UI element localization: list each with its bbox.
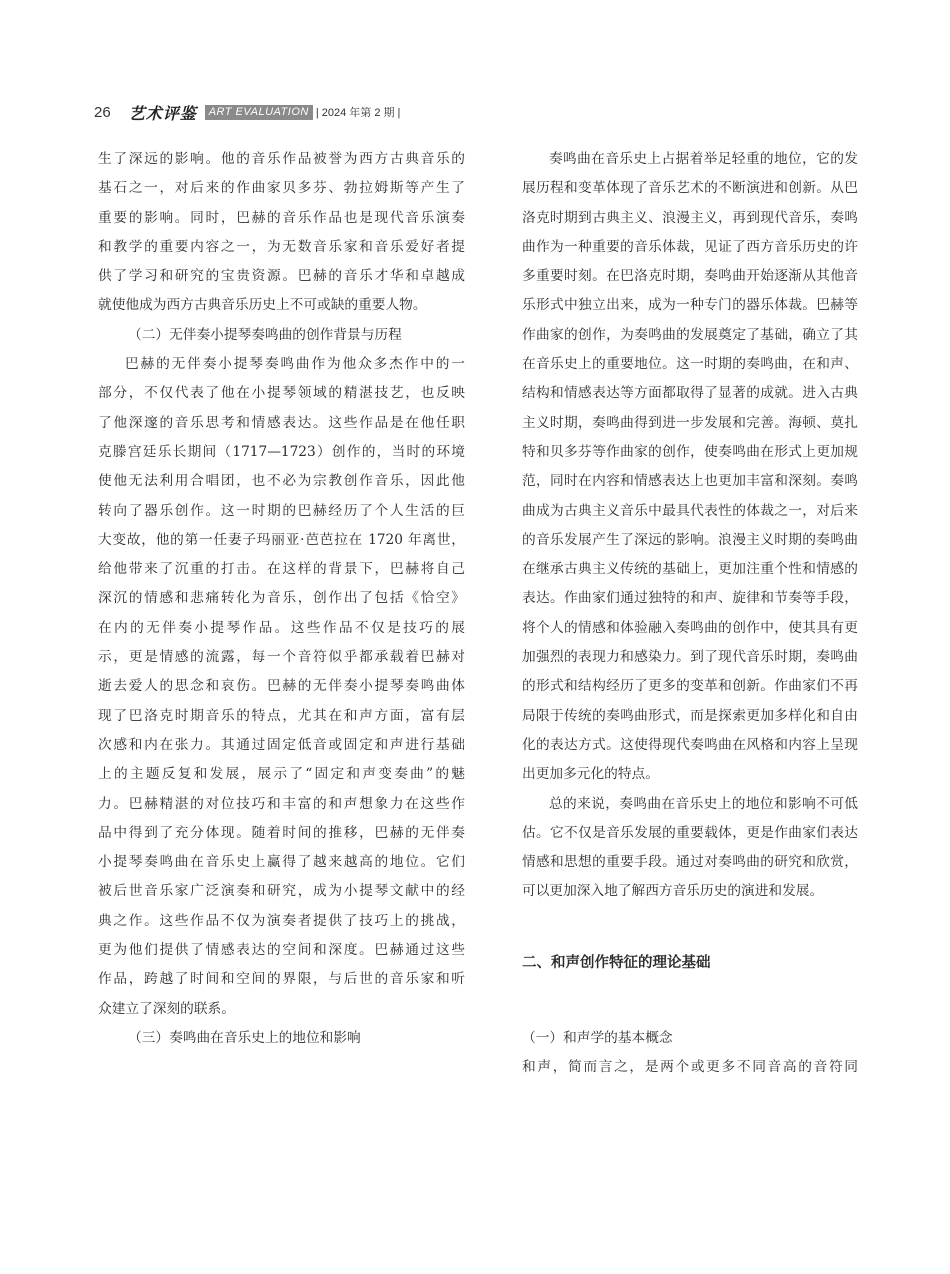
text-line: 众建立了深刻的联系。 xyxy=(98,1000,235,1017)
spacer xyxy=(522,972,858,1024)
text-line: 大变故，他的第一任妻子玛丽亚·芭芭拉在 1720 年离世， xyxy=(98,531,465,548)
paragraph-bach-influence xyxy=(98,145,465,321)
text-line: 次感和内在张力。其通过固定低音或固定和声进行基础 xyxy=(98,736,465,753)
text-line: 局限于传统的奏鸣曲形式，而是探索更加多样化和自由 xyxy=(522,707,858,724)
text-line: 基石之一，对后来的作曲家贝多芬、勃拉姆斯等产生了 xyxy=(98,180,465,197)
text-line: 结构和情感表达等方面都取得了显著的成就。进入古典 xyxy=(522,385,858,402)
issue-label: | 2024 年第 2 期 | xyxy=(315,107,401,119)
text-line: 可以更加深入地了解西方音乐历史的演进和发展。 xyxy=(522,883,824,900)
page-number: 26 xyxy=(94,103,111,121)
text-line: 上的主题反复和发展，展示了“固定和声变奏曲”的魅 xyxy=(98,766,465,783)
text-line: 的音乐发展产生了深远的影响。浪漫主义时期的奏鸣曲 xyxy=(522,531,858,548)
text-line: 典之作。这些作品不仅为演奏者提供了技巧上的挑战， xyxy=(98,912,465,929)
text-line: 加强烈的表现力和感染力。到了现代音乐时期，奏鸣曲 xyxy=(522,649,858,666)
text-line: 范，同时在内容和情感表达上也更加丰富和深刻。奏鸣 xyxy=(522,473,858,490)
section-heading: 二、和声创作特征的理论基础 xyxy=(522,954,711,971)
journal-logo: 艺术评鉴 xyxy=(128,103,197,123)
paragraph-harmony-definition xyxy=(522,1053,858,1082)
text-line: 作曲家的创作，为奏鸣曲的发展奠定了基础，确立了其 xyxy=(522,326,858,343)
text-line: 逝去爱人的思念和哀伤。巴赫的无伴奏小提琴奏鸣曲体 xyxy=(98,678,465,695)
text-line: 巴赫的无伴奏小提琴奏鸣曲作为他众多杰作中的一 xyxy=(125,356,465,373)
text-line: 特和贝多芬等作曲家的创作，使奏鸣曲在形式上更加规 xyxy=(522,443,858,460)
text-line: 小提琴奏鸣曲在音乐史上赢得了越来越高的地位。它们 xyxy=(98,854,465,871)
text-line: 洛克时期到古典主义、浪漫主义，再到现代音乐，奏鸣 xyxy=(522,209,858,226)
text-line: 的形式和结构经历了更多的变革和创新。作曲家们不再 xyxy=(522,678,858,695)
text-line: 现了巴洛克时期音乐的特点，尤其在和声方面，富有层 xyxy=(98,707,465,724)
subsection-heading-3: （三）奏鸣曲在音乐史上的地位和影响 xyxy=(128,1029,361,1046)
text-line: 被后世音乐家广泛演奏和研究，成为小提琴文献中的经 xyxy=(98,883,465,900)
paragraph-violin-sonatas xyxy=(98,350,465,1024)
text-line: 部分，不仅代表了他在小提琴领域的精湛技艺，也反映 xyxy=(98,385,465,402)
text-line: 品中得到了充分体现。随着时间的推移，巴赫的无伴奏 xyxy=(98,824,465,841)
spacer xyxy=(522,907,858,951)
subsection-heading-2: （二）无伴奏小提琴奏鸣曲的创作背景与历程 xyxy=(128,326,402,343)
text-line: 供了学习和研究的宝贵资源。巴赫的音乐才华和卓越成 xyxy=(98,268,465,285)
text-line: 使他无法利用合唱团，也不必为宗教创作音乐，因此他 xyxy=(98,473,465,490)
subsection-heading-1: （一）和声学的基本概念 xyxy=(522,1029,673,1046)
text-line: 化的表达方式。这使得现代奏鸣曲在风格和内容上呈现 xyxy=(522,736,858,753)
text-line: 生了深远的影响。他的音乐作品被誉为西方古典音乐的 xyxy=(98,151,465,167)
paragraph-sonata-summary xyxy=(522,790,858,907)
text-line: 表达。作曲家们通过独特的和声、旋律和节奏等手段， xyxy=(522,590,858,607)
text-line: 出更加多元化的特点。 xyxy=(522,766,659,783)
text-line: 给他带来了沉重的打击。在这样的背景下，巴赫将自己 xyxy=(98,561,465,578)
text-line: 曲成为古典主义音乐中最具代表性的体裁之一，对后来 xyxy=(522,502,858,519)
journal-english-badge: ART EVALUATION xyxy=(205,105,313,120)
text-line: 情感和思想的重要手段。通过对奏鸣曲的研究和欣赏， xyxy=(522,854,858,871)
text-line: 力。巴赫精湛的对位技巧和丰富的和声想象力在这些作 xyxy=(98,795,465,812)
text-line: 奏鸣曲在音乐史上占据着举足轻重的地位，它的发 xyxy=(549,151,858,167)
paragraph-sonata-history xyxy=(522,145,858,790)
text-line: 乐形式中独立出来，成为一种专门的器乐体裁。巴赫等 xyxy=(522,297,858,314)
text-line: 曲作为一种重要的音乐体裁，见证了西方音乐历史的许 xyxy=(522,238,858,255)
text-line: 深沉的情感和悲痛转化为音乐，创作出了包括《恰空》 xyxy=(98,590,465,607)
text-line: 将个人的情感和体验融入奏鸣曲的创作中，使其具有更 xyxy=(522,619,858,636)
text-line: 在内的无伴奏小提琴作品。这些作品不仅是技巧的展 xyxy=(98,619,465,636)
text-line: 就使他成为西方古典音乐历史上不可或缺的重要人物。 xyxy=(98,297,427,314)
text-line: 作品，跨越了时间和空间的界限，与后世的音乐家和听 xyxy=(98,971,465,988)
text-line: 更为他们提供了情感表达的空间和深度。巴赫通过这些 xyxy=(98,942,465,959)
text-line: 重要的影响。同时，巴赫的音乐作品也是现代音乐演奏 xyxy=(98,209,465,226)
text-line: 在继承古典主义传统的基础上，更加注重个性和情感的 xyxy=(522,561,858,578)
text-line: 和声，简而言之，是两个或更多不同音高的音符同 xyxy=(522,1059,858,1076)
text-line: 了他深邃的音乐思考和情感表达。这些作品是在他任职 xyxy=(98,414,465,431)
left-column xyxy=(98,145,465,1053)
text-line: 展历程和变革体现了音乐艺术的不断演进和创新。从巴 xyxy=(522,180,858,197)
text-line: 估。它不仅是音乐发展的重要载体，更是作曲家们表达 xyxy=(522,824,858,841)
text-line: 示，更是情感的流露，每一个音符似乎都承载着巴赫对 xyxy=(98,649,465,666)
text-line: 和教学的重要内容之一，为无数音乐家和音乐爱好者提 xyxy=(98,238,465,255)
text-line: 转向了器乐创作。这一时期的巴赫经历了个人生活的巨 xyxy=(98,502,465,519)
text-line: 总的来说，奏鸣曲在音乐史上的地位和影响不可低 xyxy=(549,795,858,812)
text-line: 主义时期，奏鸣曲得到进一步发展和完善。海顿、莫扎 xyxy=(522,414,858,431)
running-header xyxy=(94,100,400,124)
text-line: 克滕宫廷乐长期间（1717—1723）创作的，当时的环境 xyxy=(98,443,465,460)
right-column xyxy=(522,145,858,1082)
text-line: 多重要时刻。在巴洛克时期，奏鸣曲开始逐渐从其他音 xyxy=(522,268,858,285)
text-line: 在音乐史上的重要地位。这一时期的奏鸣曲，在和声、 xyxy=(522,356,858,373)
